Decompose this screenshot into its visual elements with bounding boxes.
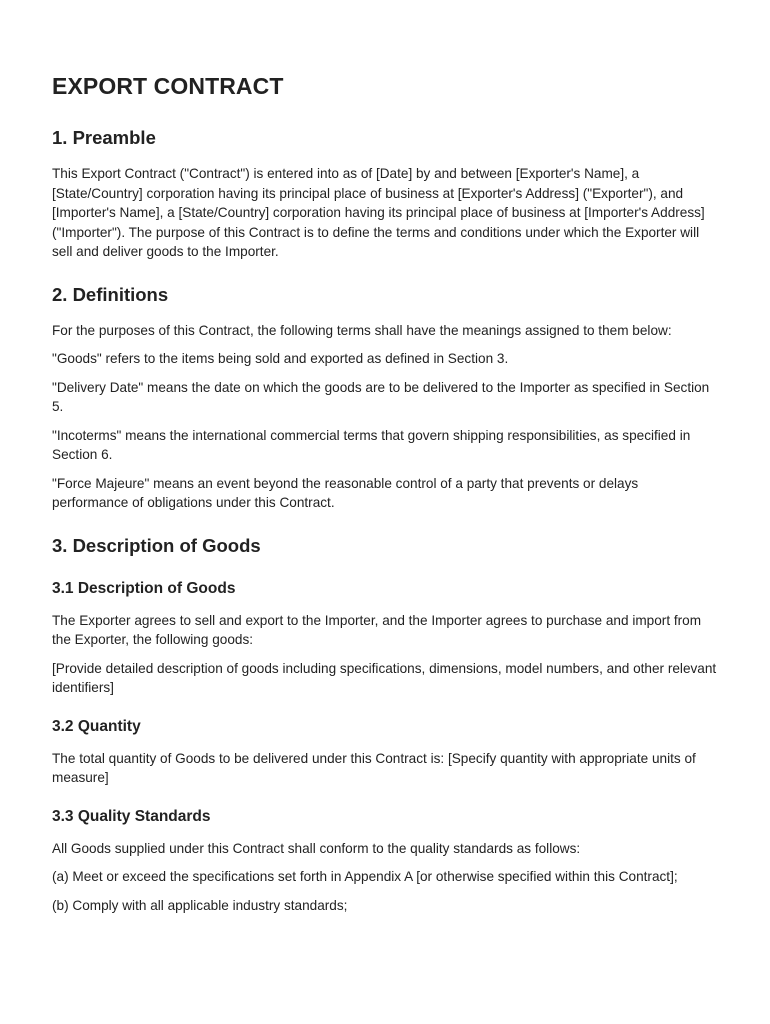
subsection-quality-standards bbox=[52, 807, 718, 916]
paragraph: All Goods supplied under this Contract shall conform to the quality standards as follows: bbox=[52, 840, 581, 856]
paragraph: [Provide detailed description of goods including specifications, dimensions, model numbers, and other relevant identifiers] bbox=[52, 660, 717, 695]
paragraph: The total quantity of Goods to be delivered under this Contract is: [Specify quantity with appropriate units of measure] bbox=[52, 750, 696, 785]
list-item: (b) Comply with all applicable industry standards; bbox=[52, 897, 348, 913]
subsection-heading: 3.1 Description of Goods bbox=[52, 579, 236, 597]
document-title: EXPORT CONTRACT bbox=[52, 73, 284, 99]
paragraph: This Export Contract ("Contract") is entered into as of [Date] by and between [Exporter's Name], a [State/Country] corporation having its principal place of business at [Exporter's Address] ("Exporter"), and [Importer's Name], a [State/Country] corporation having its principal place of business at [Importer's Address] ("Importer"). The purpose of this Contract is to define the terms and conditions under which the Exporter will sell and deliver goods to the Importer. bbox=[52, 166, 705, 259]
subsection-heading: 3.3 Quality Standards bbox=[52, 807, 211, 825]
subsection-quantity bbox=[52, 717, 718, 788]
section-heading: 2. Definitions bbox=[52, 283, 169, 305]
subsection-heading: 3.2 Quantity bbox=[52, 717, 141, 735]
section-heading: 1. Preamble bbox=[52, 127, 156, 148]
definition-incoterms: "Incoterms" means the international commercial terms that govern shipping responsibilities, as specified in Section 6. bbox=[52, 427, 691, 462]
paragraph: For the purposes of this Contract, the following terms shall have the meanings assigned to them below: bbox=[52, 322, 672, 338]
subsection-description bbox=[52, 579, 718, 698]
section-preamble bbox=[52, 126, 718, 262]
definition-goods: "Goods" refers to the items being sold and exported as defined in Section 3. bbox=[52, 351, 509, 366]
definition-delivery-date: "Delivery Date" means the date on which the goods are to be delivered to the Importer as specified in Section 5. bbox=[52, 379, 710, 414]
section-description-of-goods bbox=[52, 534, 718, 916]
definition-force-majeure: "Force Majeure" means an event beyond the reasonable control of a party that prevents or delays performance of obligations under this Contract. bbox=[52, 475, 639, 510]
list-item: (a) Meet or exceed the specifications set forth in Appendix A [or otherwise specified within this Contract]; bbox=[52, 869, 678, 884]
section-heading: 3. Description of Goods bbox=[52, 534, 261, 556]
section-definitions bbox=[52, 283, 718, 513]
paragraph: The Exporter agrees to sell and export to the Importer, and the Importer agrees to purchase and import from the Exporter, the following goods: bbox=[52, 612, 702, 647]
